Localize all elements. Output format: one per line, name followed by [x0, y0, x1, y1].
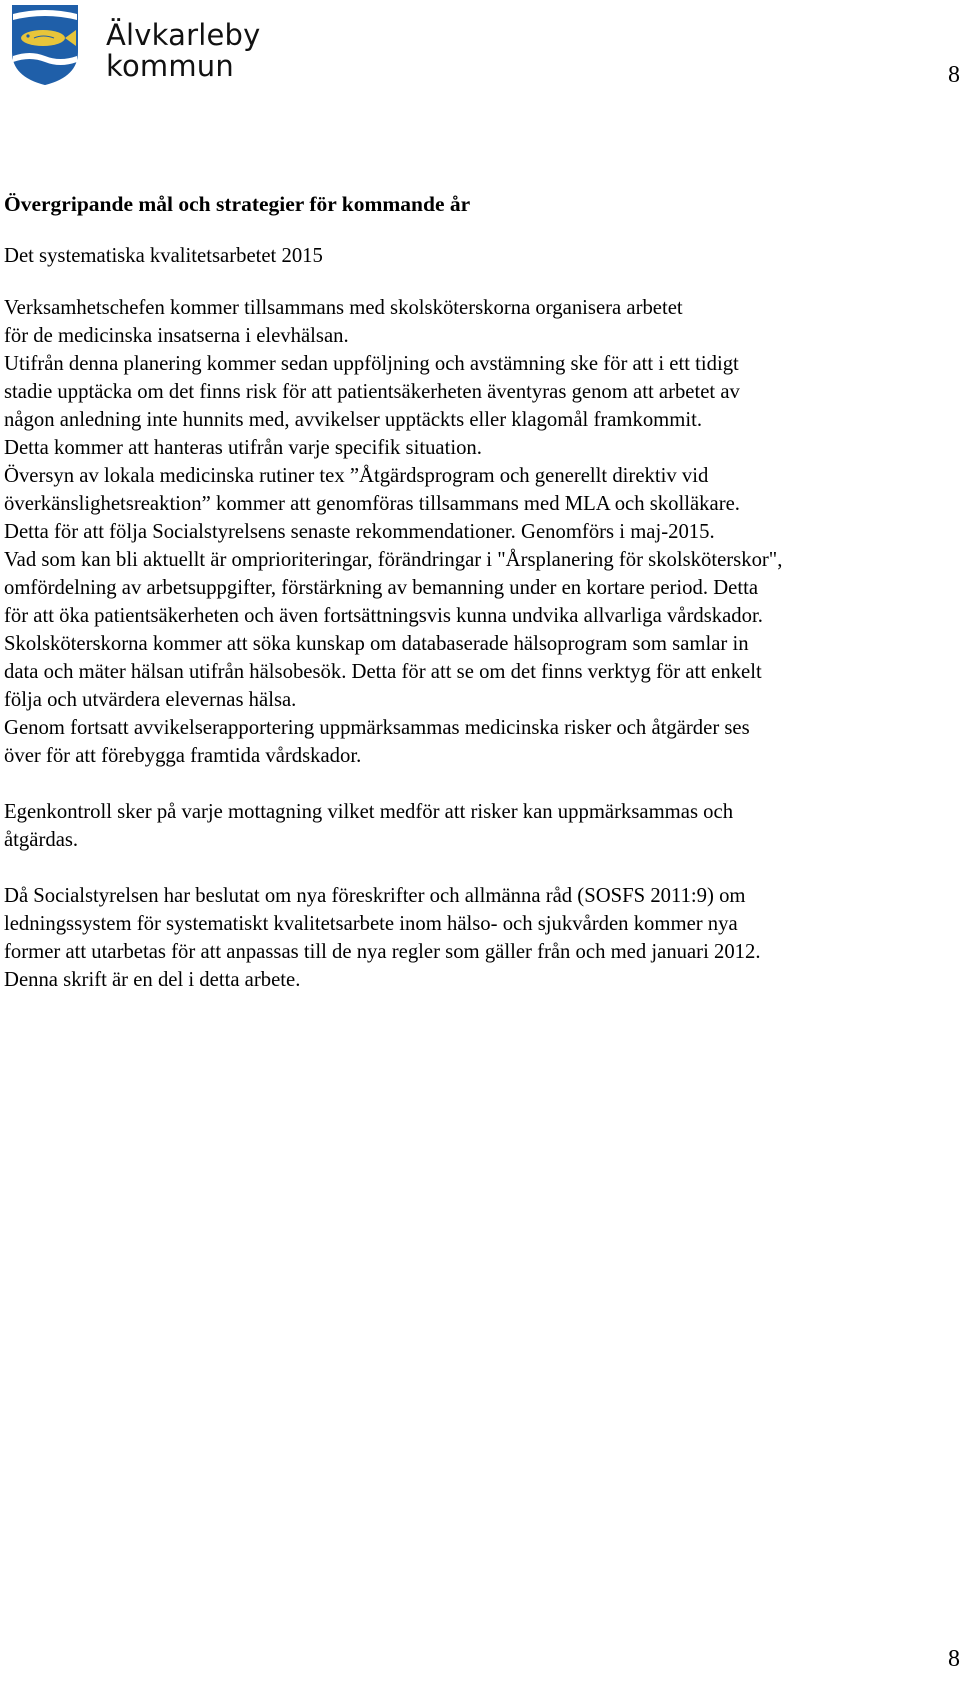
text-line: för att öka patientsäkerheten och även fortsättningsvis kunna undvika allvarliga vårdskador.	[4, 605, 763, 627]
text-line: omfördelning av arbetsuppgifter, förstärkning av bemanning under en kortare period. Detta	[4, 577, 759, 599]
paragraph-self-control	[4, 798, 944, 854]
page-number-bottom: 8	[948, 1646, 960, 1672]
text-line: former att utarbetas för att anpassas till de nya regler som gäller från och med januari 2012.	[4, 941, 761, 963]
text-line: följa och utvärdera elevernas hälsa.	[4, 689, 297, 711]
text-line: ledningssystem för systematiskt kvalitetsarbete inom hälso- och sjukvården kommer nya	[4, 913, 738, 935]
text-line: Skolsköterskorna kommer att söka kunskap om databaserade hälsoprogram som samlar in	[4, 633, 749, 655]
text-line: Detta för att följa Socialstyrelsens senaste rekommendationer. Genomförs i maj-2015.	[4, 521, 715, 543]
text-line: Verksamhetschefen kommer tillsammans med skolsköterskorna organisera arbetet	[4, 297, 683, 319]
document-subheading: Det systematiska kvalitetsarbetet 2015	[4, 245, 323, 267]
text-line: Utifrån denna planering kommer sedan uppföljning och avstämning ske för att i ett tidigt	[4, 353, 739, 375]
text-line: Detta kommer att hanteras utifrån varje specifik situation.	[4, 437, 482, 459]
municipality-logo	[10, 4, 270, 86]
document-body	[4, 190, 944, 994]
text-line: Denna skrift är en del i detta arbete.	[4, 969, 301, 991]
logo-line-2: kommun	[106, 49, 234, 83]
paragraph-organisation	[4, 294, 944, 350]
text-line: Genom fortsatt avvikelserapportering uppmärksammas medicinska risker och åtgärder ses	[4, 717, 750, 739]
text-line: för de medicinska insatserna i elevhälsan.	[4, 325, 349, 347]
text-line: Då Socialstyrelsen har beslutat om nya föreskrifter och allmänna råd (SOSFS 2011:9) om	[4, 885, 746, 907]
paragraph-regulations	[4, 882, 944, 994]
page-number-top: 8	[948, 62, 960, 88]
logo-wordmark	[106, 20, 261, 82]
text-line: Egenkontroll sker på varje mottagning vilket medför att risker kan uppmärksammas och	[4, 801, 734, 823]
text-line: åtgärdas.	[4, 829, 79, 851]
text-line: Översyn av lokala medicinska rutiner tex ”Åtgärdsprogram och generellt direktiv vid	[4, 465, 709, 487]
text-line: någon anledning inte hunnits med, avvikelser upptäckts eller klagomål framkommit.	[4, 409, 703, 431]
text-line: data och mäter hälsan utifrån hälsobesök. Detta för att se om det finns verktyg för att enkelt	[4, 661, 762, 683]
text-line: över för att förebygga framtida vårdskador.	[4, 745, 362, 767]
text-line: överkänslighetsreaktion” kommer att genomföras tillsammans med MLA och skolläkare.	[4, 493, 740, 515]
text-line: Vad som kan bli aktuellt är omprioriteringar, förändringar i "Årsplanering för skolsköterskor",	[4, 549, 783, 571]
paragraph-followup	[4, 350, 944, 770]
logo-line-1: Älvkarleby	[106, 18, 261, 52]
text-line: stadie upptäcka om det finns risk för att patientsäkerheten äventyras genom att arbetet av	[4, 381, 740, 403]
document-heading: Övergripande mål och strategier för kommande år	[4, 192, 471, 216]
municipal-crest-fish-icon	[10, 4, 80, 86]
